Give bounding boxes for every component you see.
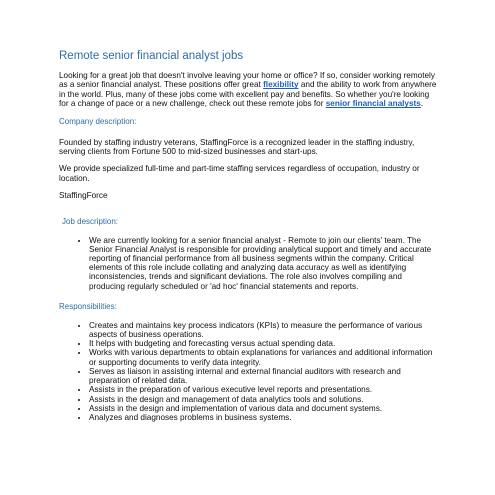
list-item: • Works with various departments to obtain explanations for variances and additional information or supporting documents to verify data integrity. <box>89 348 440 366</box>
company-description-heading: Company description: <box>59 116 137 126</box>
job-description-list <box>59 236 440 291</box>
list-item: • Serves as liaison in assisting internal and external financial auditors with research and preparation of related data. <box>89 367 440 385</box>
senior-financial-analysts-link[interactable]: senior financial analysts <box>325 99 421 109</box>
company-paragraph-2: We provide specialized full-time and part-time staffing services regardless of occupation, industry or location. <box>59 164 420 183</box>
list-item: • Assists in the design and management of data analytics tools and solutions. <box>89 395 440 404</box>
page-title: Remote senior financial analyst jobs <box>59 50 244 62</box>
list-item: • It helps with budgeting and forecasting versus actual spending data. <box>89 339 440 348</box>
intro-text-2: and the ability to work from anywhere in the world. Plus, many of these jobs come with excellent pay and benefits. So whether you're looking for a change of pace or a new challenge, check out these remote jobs for <box>59 80 437 109</box>
flexibility-link[interactable]: flexibility <box>263 80 299 90</box>
intro-text-1: Looking for a great job that doesn't involve leaving your home or office? If so, consider working remotely as a senior financial analyst. These positions offer great <box>59 71 435 90</box>
list-item: • We are currently looking for a senior financial analyst - Remote to join our clients' team. The Senior Financial Analyst is responsible for providing analytical support and timely and accurate reporting of financial performance from all business segments within the company. Critical elements of this role include collating and analyzing data accuracy as well as identifying inconsistencies, trends and significant deviations. The role also involves compiling and producing regularly scheduled or 'ad hoc' financial statements and reports. <box>89 236 440 291</box>
responsibilities-list <box>59 321 440 422</box>
list-item: • Creates and maintains key process indicators (KPIs) to measure the performance of various aspects of business operations. <box>89 321 440 339</box>
list-item: • Analyzes and diagnoses problems in business systems. <box>89 413 440 422</box>
responsibilities-heading: Responsibilities: <box>59 301 117 311</box>
company-paragraph-1: Founded by staffing industry veterans, StaffingForce is a recognized leader in the staffing industry, serving clients from Fortune 500 to mid-sized businesses and start-ups. <box>59 137 415 157</box>
list-item: • Assists in the preparation of various executive level reports and presentations. <box>89 385 440 394</box>
company-name: StaffingForce <box>59 191 108 201</box>
intro-text-3: . <box>420 99 424 109</box>
job-description-heading: Job description: <box>62 216 119 226</box>
list-item: • Assists in the design and implementation of various data and document systems. <box>89 404 440 413</box>
intro-paragraph <box>59 71 440 109</box>
